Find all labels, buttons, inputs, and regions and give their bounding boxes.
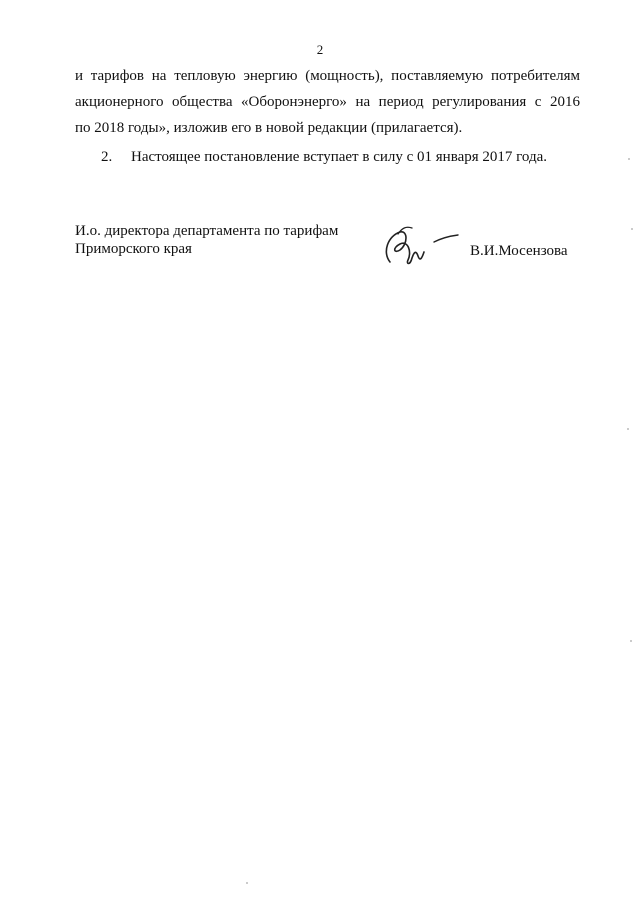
- paragraph-line-1: и тарифов на тепловую энергию (мощность), поставляемую потребителям: [75, 68, 580, 84]
- handwritten-signature: [378, 222, 460, 270]
- scan-speck: [630, 640, 632, 642]
- paragraph-continuation: [75, 115, 580, 141]
- scan-speck: [627, 428, 629, 430]
- scan-speck: [246, 882, 248, 884]
- page-number: 2: [316, 42, 324, 57]
- signer-position-line-1: И.о. директора департамента по тарифам: [75, 223, 339, 239]
- signer-name: В.И.Мосензова: [470, 243, 568, 259]
- numbered-item-2: [101, 144, 547, 170]
- item-number: 2.: [101, 149, 113, 165]
- signer-position-line-2: Приморского края: [75, 241, 192, 257]
- paragraph-continuation: [75, 63, 580, 89]
- item-text: Настоящее постановление вступает в силу с 01 января 2017 года.: [131, 149, 548, 165]
- signer-position: [75, 222, 338, 258]
- paragraph-line-2: акционерного общества «Оборонэнерго» на период регулирования с 2016: [75, 94, 580, 110]
- paragraph-line-3: по 2018 годы», изложив его в новой редакции (прилагается).: [75, 120, 463, 136]
- scan-speck: [631, 228, 633, 230]
- scan-speck: [628, 158, 630, 160]
- paragraph-continuation: [75, 89, 580, 115]
